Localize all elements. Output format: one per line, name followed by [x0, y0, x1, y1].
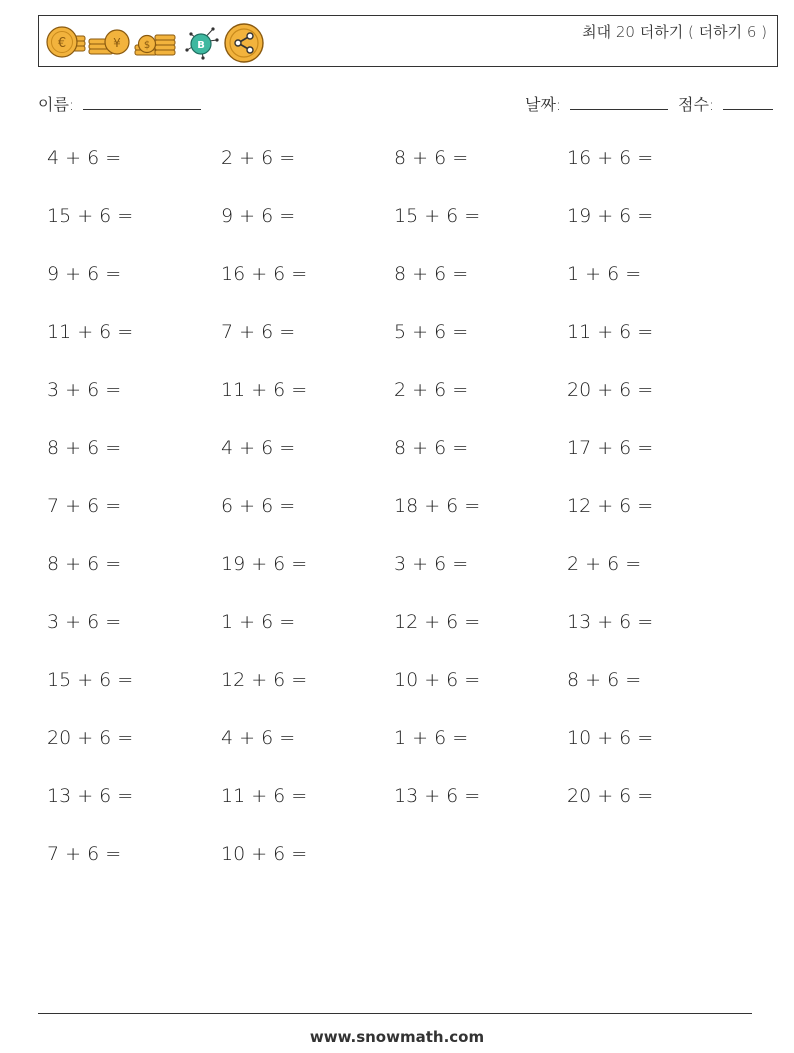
- addition-problem: 13 + 6 =: [47, 785, 134, 807]
- addition-problem: 1 + 6 =: [567, 263, 642, 285]
- addition-problem: 8 + 6 =: [394, 263, 469, 285]
- addition-problem: 20 + 6 =: [567, 785, 654, 807]
- addition-problem: 10 + 6 =: [221, 843, 308, 865]
- addition-problem: 11 + 6 =: [221, 785, 308, 807]
- addition-problem: 16 + 6 =: [567, 147, 654, 169]
- addition-problem: 7 + 6 =: [47, 843, 122, 865]
- addition-problem: 13 + 6 =: [394, 785, 481, 807]
- name-field: [38, 92, 201, 115]
- addition-problem: 1 + 6 =: [394, 727, 469, 749]
- addition-problem: 2 + 6 =: [221, 147, 296, 169]
- addition-problem: 2 + 6 =: [394, 379, 469, 401]
- addition-problem: 12 + 6 =: [221, 669, 308, 691]
- addition-problem: 11 + 6 =: [47, 321, 134, 343]
- header-icon-row: [41, 20, 271, 64]
- addition-problem: 4 + 6 =: [221, 727, 296, 749]
- date-field: [525, 92, 668, 115]
- addition-problem: 3 + 6 =: [47, 611, 122, 633]
- addition-problem: 20 + 6 =: [47, 727, 134, 749]
- score-field: [678, 92, 773, 115]
- addition-problem: 15 + 6 =: [47, 669, 134, 691]
- addition-problem: 9 + 6 =: [47, 263, 122, 285]
- score-blank[interactable]: [723, 95, 773, 110]
- worksheet-title: 최대 20 더하기 ( 더하기 6 ): [582, 23, 767, 41]
- addition-problem: 11 + 6 =: [221, 379, 308, 401]
- addition-problem: 15 + 6 =: [47, 205, 134, 227]
- name-label: 이름:: [38, 95, 75, 114]
- addition-problem: 1 + 6 =: [221, 611, 296, 633]
- addition-problem: 8 + 6 =: [394, 437, 469, 459]
- addition-problem: 20 + 6 =: [567, 379, 654, 401]
- score-label: 점수:: [678, 95, 715, 114]
- addition-problem: 4 + 6 =: [221, 437, 296, 459]
- euro-coin-stack-icon: [47, 27, 85, 57]
- footer-divider: [38, 1013, 752, 1014]
- share-coin-icon: [225, 24, 263, 62]
- addition-problem: 7 + 6 =: [47, 495, 122, 517]
- addition-problem: 8 + 6 =: [47, 553, 122, 575]
- date-blank[interactable]: [570, 95, 668, 110]
- addition-problem: 13 + 6 =: [567, 611, 654, 633]
- svg-text:¥: ¥: [113, 36, 121, 50]
- yen-coin-stack-icon: [89, 30, 129, 54]
- addition-problem: 9 + 6 =: [221, 205, 296, 227]
- addition-problem: 12 + 6 =: [567, 495, 654, 517]
- worksheet-header: [38, 15, 778, 67]
- addition-problem: 18 + 6 =: [394, 495, 481, 517]
- addition-problem: 3 + 6 =: [394, 553, 469, 575]
- svg-text:€: €: [57, 36, 67, 51]
- addition-problem: 7 + 6 =: [221, 321, 296, 343]
- addition-problem: 12 + 6 =: [394, 611, 481, 633]
- date-label: 날짜:: [525, 95, 562, 114]
- addition-problem: 8 + 6 =: [567, 669, 642, 691]
- addition-problem: 3 + 6 =: [47, 379, 122, 401]
- addition-problem: 11 + 6 =: [567, 321, 654, 343]
- addition-problem: 15 + 6 =: [394, 205, 481, 227]
- svg-text:$: $: [143, 40, 151, 51]
- dollar-coin-stack-icon: [135, 35, 175, 55]
- footer-url: www.snowmath.com: [309, 1028, 485, 1046]
- addition-problem: 4 + 6 =: [47, 147, 122, 169]
- svg-text:B: B: [197, 40, 205, 51]
- addition-problem: 10 + 6 =: [394, 669, 481, 691]
- addition-problem: 10 + 6 =: [567, 727, 654, 749]
- addition-problem: 6 + 6 =: [221, 495, 296, 517]
- addition-problem: 8 + 6 =: [47, 437, 122, 459]
- addition-problem: 17 + 6 =: [567, 437, 654, 459]
- bitcoin-network-icon: [185, 27, 218, 59]
- addition-problem: 16 + 6 =: [221, 263, 308, 285]
- name-blank[interactable]: [83, 95, 201, 110]
- addition-problem: 5 + 6 =: [394, 321, 469, 343]
- addition-problem: 19 + 6 =: [221, 553, 308, 575]
- addition-problem: 19 + 6 =: [567, 205, 654, 227]
- addition-problem: 2 + 6 =: [567, 553, 642, 575]
- addition-problem: 8 + 6 =: [394, 147, 469, 169]
